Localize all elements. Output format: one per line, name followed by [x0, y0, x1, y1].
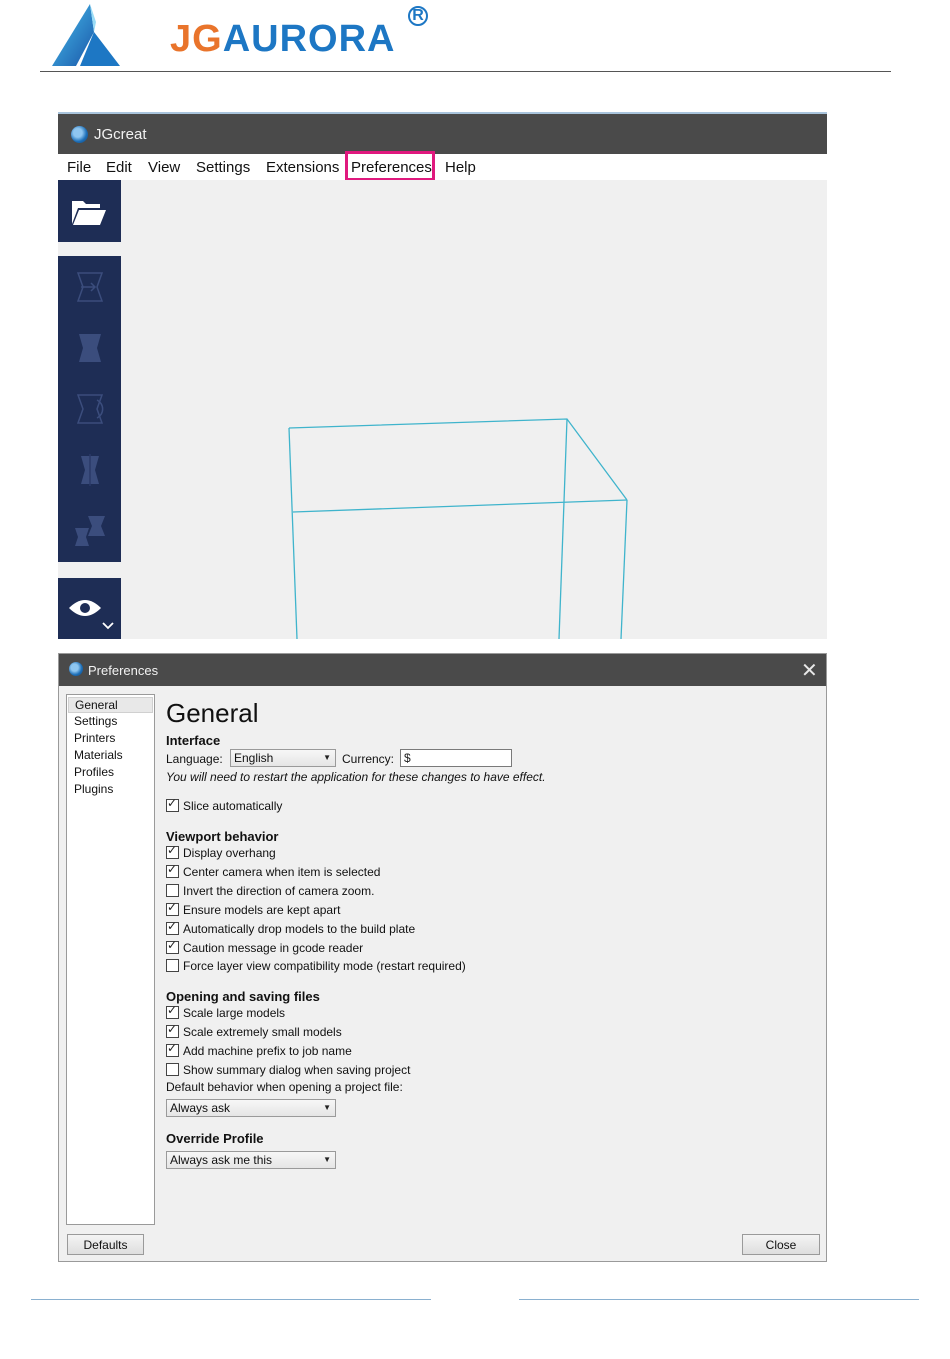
section-files: Opening and saving files [166, 989, 320, 1004]
chevron-down-icon[interactable] [102, 622, 114, 630]
menu-bar [58, 154, 827, 180]
dialog-titlebar [59, 654, 826, 686]
currency-label: Currency: [342, 752, 395, 766]
checkbox-machine-prefix[interactable]: ✓Add machine prefix to job name [166, 1044, 352, 1060]
menu-preferences[interactable]: Preferences [351, 159, 432, 176]
nav-settings[interactable]: Settings [74, 714, 118, 728]
menu-extensions[interactable]: Extensions [266, 159, 340, 176]
nav-profiles[interactable]: Profiles [74, 765, 115, 779]
menu-edit[interactable]: Edit [106, 159, 132, 176]
mirror-tool-icon[interactable] [73, 453, 107, 487]
close-icon[interactable]: ✕ [801, 660, 818, 682]
checkbox-box[interactable] [166, 1025, 179, 1038]
section-override-profile: Override Profile [166, 1131, 264, 1146]
rotate-tool-icon[interactable] [73, 392, 107, 426]
checkbox-scale-small[interactable]: ✓Scale extremely small models [166, 1025, 342, 1041]
checkbox-box[interactable] [166, 799, 179, 812]
build-volume-wireframe [121, 180, 827, 639]
view-mode-panel [58, 578, 121, 639]
open-file-panel [58, 180, 121, 242]
checkbox-gcode-caution[interactable]: ✓Caution message in gcode reader [166, 941, 363, 957]
preferences-nav [66, 694, 155, 1225]
nav-materials[interactable]: Materials [74, 748, 123, 762]
registered-mark: R [408, 6, 428, 26]
checkbox-invert-zoom[interactable]: Invert the direction of camera zoom. [166, 884, 374, 900]
section-viewport: Viewport behavior [166, 829, 279, 844]
3d-viewport[interactable] [121, 180, 827, 639]
header-divider [40, 71, 891, 72]
default-behavior-label: Default behavior when opening a project file: [166, 1080, 403, 1094]
restart-note: You will need to restart the application for these changes to have effect. [166, 770, 546, 784]
checkbox-drop-to-plate[interactable]: ✓Automatically drop models to the build plate [166, 922, 415, 938]
checkbox-box[interactable] [166, 846, 179, 859]
tool-sidebar [58, 256, 121, 562]
menu-view[interactable]: View [148, 159, 181, 176]
checkbox-box[interactable] [166, 1006, 179, 1019]
checkbox-display-overhang[interactable]: ✓Display overhang [166, 846, 276, 862]
menu-file[interactable]: File [67, 159, 92, 176]
currency-input[interactable]: $ [400, 749, 512, 767]
language-label: Language: [166, 752, 223, 766]
checkbox-compat-mode[interactable]: Force layer view compatibility mode (restart required) [166, 959, 466, 975]
eye-icon[interactable] [68, 598, 102, 618]
checkbox-models-apart[interactable]: ✓Ensure models are kept apart [166, 903, 340, 919]
checkbox-box[interactable] [166, 1044, 179, 1057]
dropdown-arrow-icon: ▼ [323, 1155, 331, 1164]
app-title: JGcreat [94, 126, 147, 143]
checkbox-summary-dialog[interactable]: Show summary dialog when saving project [166, 1063, 410, 1079]
logo-mark-icon [50, 2, 122, 68]
footer-divider-left [31, 1299, 431, 1300]
footer-divider-right [519, 1299, 919, 1300]
brand-logo [50, 0, 424, 70]
nav-printers[interactable]: Printers [74, 731, 116, 745]
checkbox-scale-large[interactable]: ✓Scale large models [166, 1006, 285, 1022]
checkbox-box[interactable] [166, 1063, 179, 1076]
scale-tool-icon[interactable] [73, 331, 107, 365]
app-logo-icon [71, 126, 88, 143]
nav-plugins[interactable]: Plugins [74, 782, 114, 796]
app-logo-icon [69, 662, 83, 676]
default-behavior-select[interactable]: Always ask ▼ [166, 1099, 336, 1117]
checkbox-box[interactable] [166, 903, 179, 916]
open-folder-icon[interactable] [70, 197, 108, 227]
checkbox-box[interactable] [166, 884, 179, 897]
preferences-highlight-box [345, 151, 435, 181]
nav-general[interactable]: General [68, 697, 153, 713]
app-titlebar [58, 114, 827, 154]
checkbox-center-camera[interactable]: ✓Center camera when item is selected [166, 865, 380, 881]
dialog-title: Preferences [88, 663, 159, 678]
checkbox-box[interactable] [166, 941, 179, 954]
close-button[interactable]: Close [742, 1234, 820, 1255]
dropdown-arrow-icon: ▼ [323, 1103, 331, 1112]
jgcreat-window [58, 112, 827, 639]
override-profile-select[interactable]: Always ask me this ▼ [166, 1151, 336, 1169]
language-select[interactable]: English ▼ [230, 749, 336, 767]
page-title: General [166, 698, 259, 728]
defaults-button[interactable]: Defaults [67, 1234, 144, 1255]
per-model-settings-icon[interactable] [73, 514, 107, 548]
menu-help[interactable]: Help [445, 159, 476, 176]
checkbox-slice-automatically[interactable]: ✓Slice automatically [166, 799, 282, 815]
section-interface: Interface [166, 733, 221, 748]
move-tool-icon[interactable] [73, 270, 107, 304]
dropdown-arrow-icon: ▼ [323, 753, 331, 762]
preferences-dialog [58, 653, 827, 1262]
logo-wordmark: JGAURORA [170, 18, 396, 60]
checkbox-box[interactable] [166, 865, 179, 878]
menu-settings[interactable]: Settings [196, 159, 251, 176]
checkbox-box[interactable] [166, 922, 179, 935]
checkbox-box[interactable] [166, 959, 179, 972]
